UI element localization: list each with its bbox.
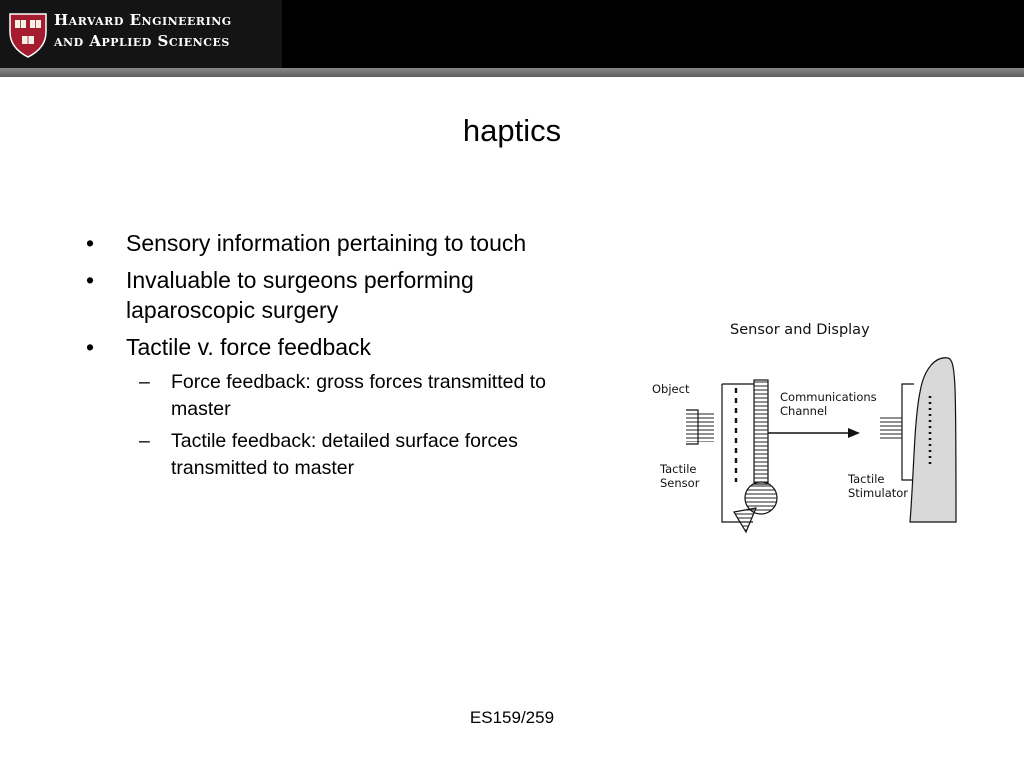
sensor-label-line-2: Sensor bbox=[660, 476, 700, 490]
bullet-marker: • bbox=[86, 334, 95, 360]
tactile-sensor-frame bbox=[722, 380, 777, 532]
bullet-item bbox=[86, 228, 606, 258]
logo-line-2: and Applied Sciences bbox=[54, 32, 230, 50]
header-divider bbox=[0, 68, 1024, 77]
slide-title: haptics bbox=[462, 113, 562, 148]
sensor-label-line-1: Tactile bbox=[660, 462, 697, 476]
channel-arrow bbox=[768, 428, 860, 438]
diagram-title: Sensor and Display bbox=[730, 322, 870, 338]
harvard-seas-logo[interactable] bbox=[0, 0, 282, 68]
channel-label-line-1: Communications bbox=[780, 390, 877, 404]
bullet-marker: • bbox=[86, 267, 95, 293]
logo-line-1: Harvard Engineering bbox=[54, 11, 232, 29]
sensor-display-diagram bbox=[648, 312, 958, 536]
veritas-shield-icon bbox=[8, 12, 48, 58]
object-label: Object bbox=[652, 382, 690, 396]
footer-course-code: ES159/259 bbox=[469, 708, 555, 727]
bullet-text: Invaluable to surgeons performing laparoscopic surgery bbox=[126, 267, 474, 323]
sub-bullet-item bbox=[86, 428, 591, 482]
bullet-marker: • bbox=[86, 230, 95, 256]
bullet-item bbox=[86, 332, 606, 362]
sub-bullet-text: Force feedback: gross forces transmitted to master bbox=[171, 371, 546, 420]
bullet-item bbox=[86, 265, 546, 325]
logo-wordmark bbox=[54, 10, 232, 52]
sub-bullet-text: Tactile feedback: detailed surface forces transmitted to master bbox=[171, 430, 518, 479]
channel-label-line-2: Channel bbox=[780, 404, 828, 418]
bullet-list bbox=[86, 228, 606, 487]
sub-bullet-item bbox=[86, 369, 591, 423]
stimulator-label-line-1: Tactile bbox=[848, 472, 885, 486]
stimulator-label-line-2: Stimulator bbox=[848, 486, 909, 500]
object-block bbox=[686, 410, 714, 444]
sub-bullet-marker: – bbox=[139, 430, 150, 452]
bullet-text: Tactile v. force feedback bbox=[126, 334, 372, 360]
sub-bullet-marker: – bbox=[139, 371, 150, 393]
bullet-text: Sensory information pertaining to touch bbox=[126, 230, 527, 256]
